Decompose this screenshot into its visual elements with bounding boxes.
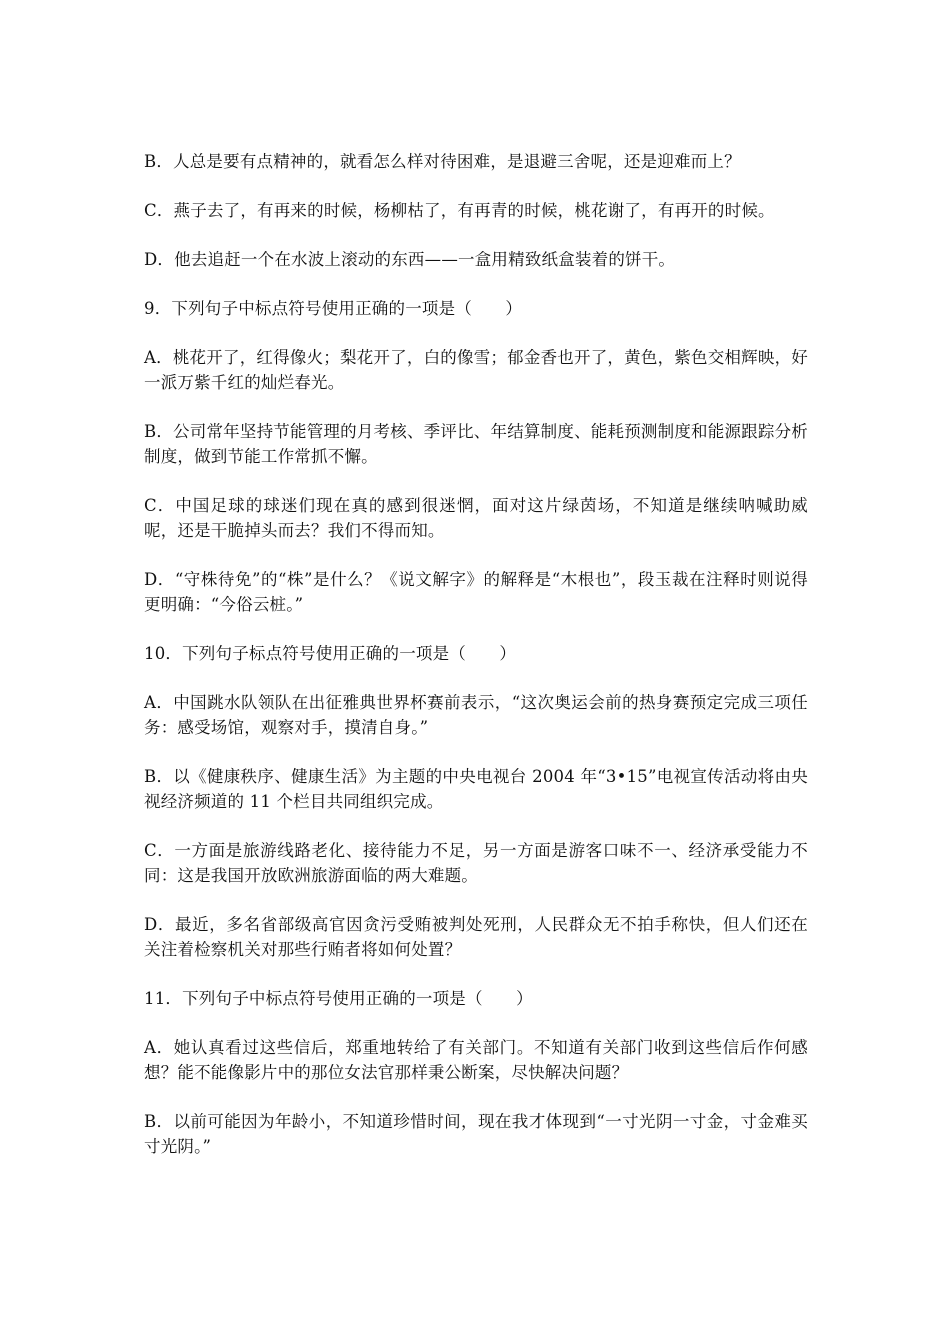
question-10: 10．下列句子标点符号使用正确的一项是（ ）: [144, 644, 517, 663]
option-b-q9: B．公司常年坚持节能管理的月考核、季评比、年结算制度、能耗预测制度和能源跟踪分析制度，做到节能工作常抓不懈。: [144, 422, 808, 466]
option-c-q10: C．一方面是旅游线路老化、接待能力不足，另一方面是游客口味不一、经济承受能力不同：这是我国开放欧洲旅游面临的两大难题。: [144, 841, 808, 885]
option-b-q10: B．以《健康秩序、健康生活》为主题的中央电视台 2004 年“3•15”电视宣传活动将由央视经济频道的 11 个栏目共同组织完成。: [144, 767, 808, 811]
option-c-q8: C．燕子去了，有再来的时候，杨柳枯了，有再青的时候，桃花谢了，有再开的时候。: [144, 201, 775, 220]
option-b-q11: B．以前可能因为年龄小，不知道珍惜时间，现在我才体现到“一寸光阴一寸金，寸金难买寸光阴。”: [144, 1112, 808, 1156]
option-a-q9: A．桃花开了，红得像火；梨花开了，白的像雪；郁金香也开了，黄色，紫色交相辉映，好一派万紫千红的灿烂春光。: [144, 348, 808, 392]
option-a-q10: A．中国跳水队领队在出征雅典世界杯赛前表示，“这次奥运会前的热身赛预定完成三项任务：感受场馆，观察对手，摸清自身。”: [144, 693, 808, 737]
document-body: [144, 149, 808, 1183]
option-c-q9: C．中国足球的球迷们现在真的感到很迷惘，面对这片绿茵场，不知道是继续呐喊助威呢，还是干脆掉头而去？我们不得而知。: [144, 496, 808, 540]
question-9: 9．下列句子中标点符号使用正确的一项是（ ）: [144, 299, 523, 318]
question-11: 11．下列句子中标点符号使用正确的一项是（ ）: [144, 989, 533, 1008]
option-b-q8: B．人总是要有点精神的，就看怎么样对待困难，是退避三舍呢，还是迎难而上？: [144, 152, 741, 171]
option-d-q10: D．最近，多名省部级高官因贪污受贿被判处死刑，人民群众无不拍手称快，但人们还在关注着检察机关对那些行贿者将如何处置？: [144, 915, 808, 959]
option-a-q11: A．她认真看过这些信后，郑重地转给了有关部门。不知道有关部门收到这些信后作何感想？能不能像影片中的那位女法官那样秉公断案，尽快解决问题？: [144, 1038, 808, 1082]
option-d-q9: D．“守株待免”的“株”是什么？《说文解字》的解释是“木根也”，段玉裁在注释时则说得更明确：“今俗云桩。”: [144, 570, 808, 614]
option-d-q8: D．他去追赶一个在水波上滚动的东西——一盒用精致纸盒装着的饼干。: [144, 250, 676, 269]
